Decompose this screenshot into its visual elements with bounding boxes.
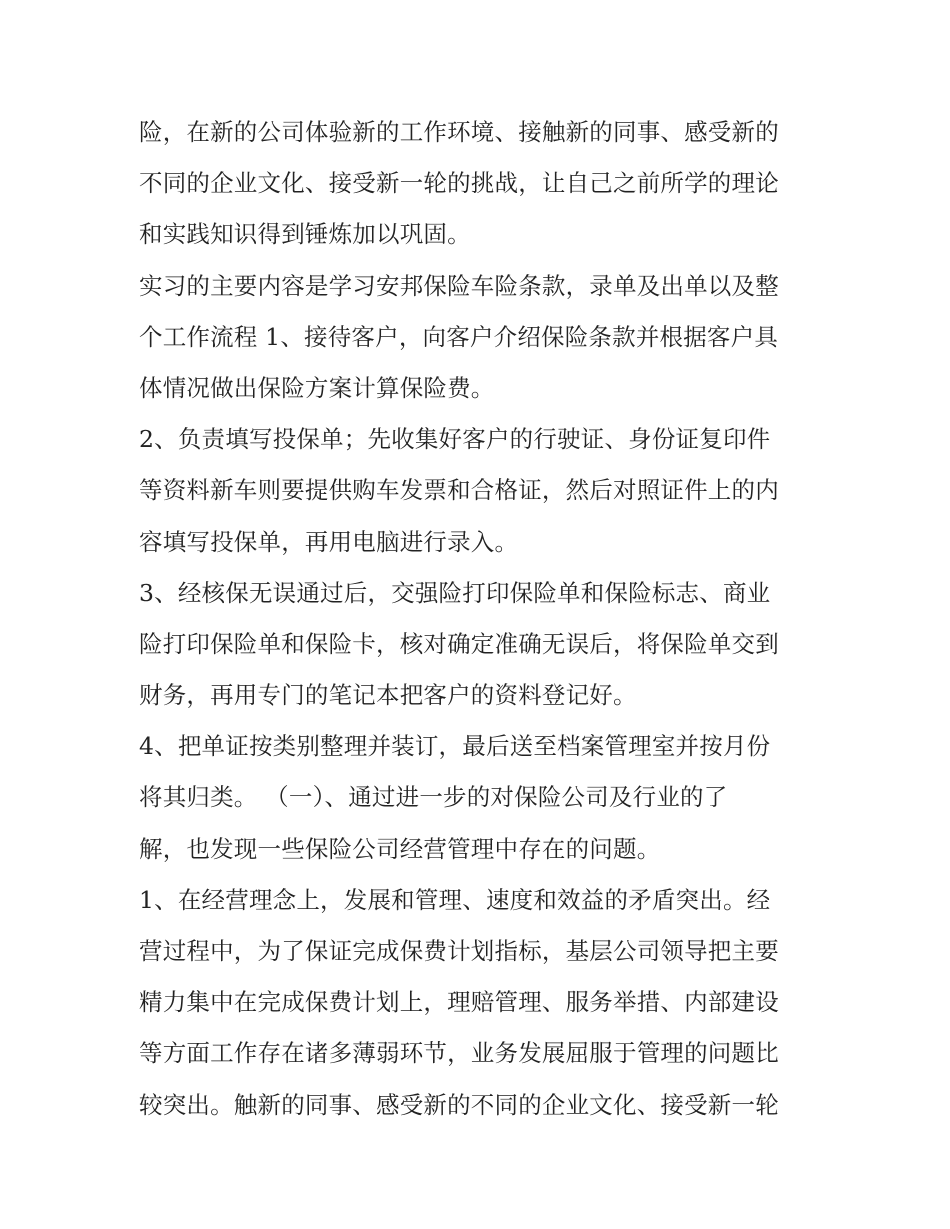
document-body	[139, 107, 819, 1131]
text-line: 2、负责填写投保单；先收集好客户的行驶证、身份证复印件	[139, 425, 771, 454]
text-line: 解，也发现一些保险公司经营管理中存在的问题。	[139, 834, 661, 863]
text-line: 1、在经营理念上，发展和管理、速度和效益的矛盾突出。经	[139, 885, 771, 914]
text-line: 不同的企业文化、接受新一轮的挑战，让自己之前所学的理论	[139, 169, 779, 198]
text-line: 4、把单证按类别整理并装订，最后送至档案管理室并按月份	[139, 732, 771, 761]
text-line: 财务，再用专门的笔记本把客户的资料登记好。	[139, 681, 637, 710]
text-line: 营过程中，为了保证完成保费计划指标，基层公司领导把主要	[139, 937, 779, 965]
text-line: 实习的主要内容是学习安邦保险车险条款，录单及出单以及整	[139, 271, 779, 300]
text-line: 和实践知识得到锤炼加以巩固。	[139, 220, 471, 249]
text-line: 较突出。触新的同事、感受新的不同的企业文化、接受新一轮	[139, 1090, 779, 1119]
text-line: 容填写投保单，再用电脑进行录入。	[139, 527, 519, 556]
text-line: 3、经核保无误通过后，交强险打印保险单和保险标志、商业	[139, 578, 771, 607]
text-line: 等资料新车则要提供购车发票和合格证，然后对照证件上的内	[139, 476, 779, 505]
text-line: 精力集中在完成保费计划上，理赔管理、服务举措、内部建设	[139, 988, 779, 1017]
text-line: 将其归类。 （一）、通过进一步的对保险公司及行业的了	[139, 783, 728, 812]
text-line: 个工作流程 1、接待客户，向客户介绍保险条款并根据客户具	[139, 322, 779, 351]
text-line: 体情况做出保险方案计算保险费。	[139, 373, 495, 402]
text-line: 险，在新的公司体验新的工作环境、接触新的同事、感受新的	[139, 118, 779, 146]
text-line: 险打印保险单和保险卡，核对确定准确无误后，将保险单交到	[139, 629, 779, 658]
text-line: 等方面工作存在诸多薄弱环节，业务发展屈服于管理的问题比	[139, 1039, 779, 1068]
